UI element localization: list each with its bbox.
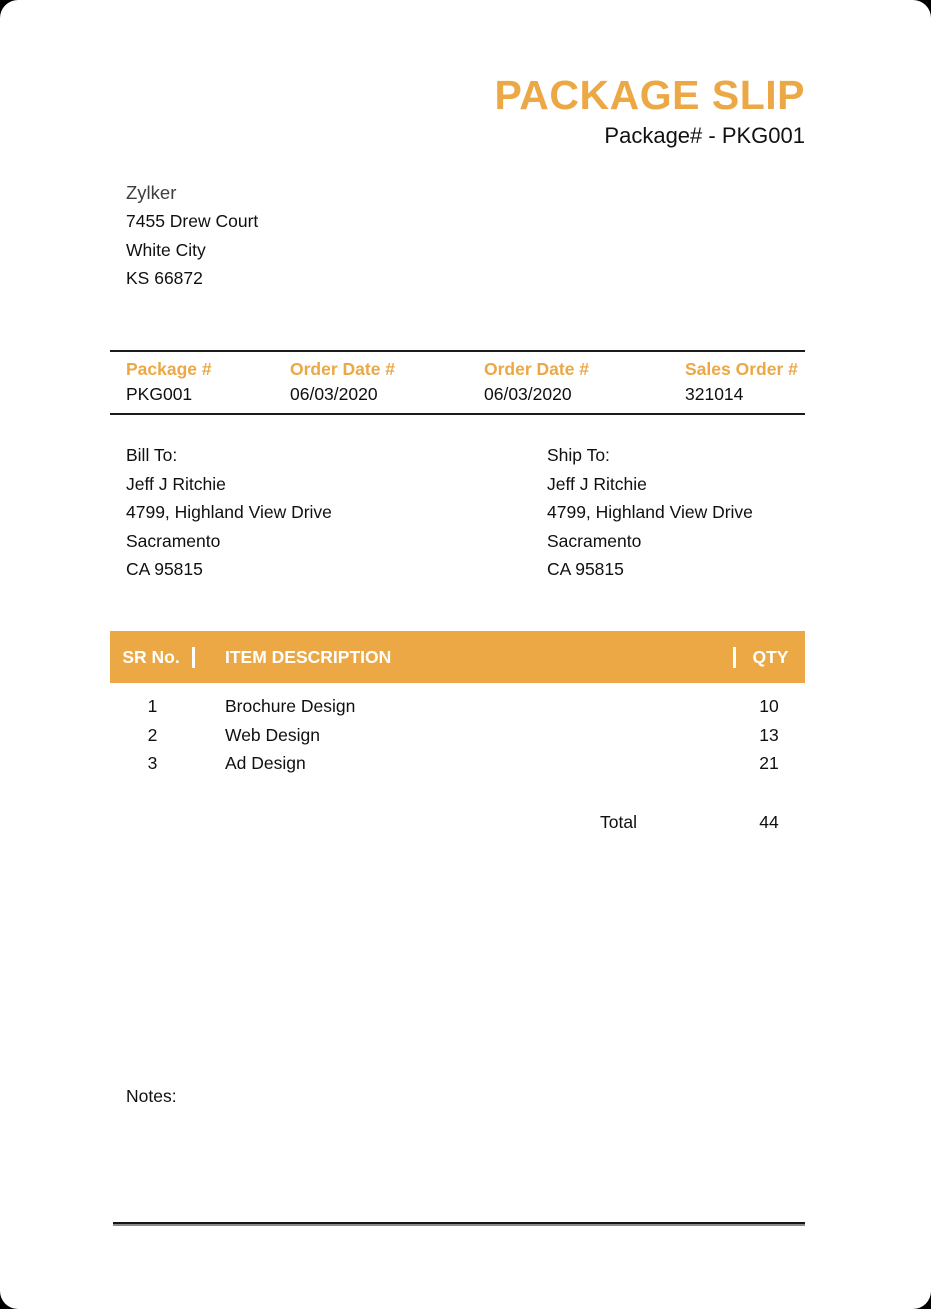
order-info-value-order-date-2: 06/03/2020 [484, 384, 572, 404]
order-info-value-row [110, 382, 805, 407]
table-row [110, 721, 805, 750]
order-info-header-order-date-2: Order Date # [484, 359, 590, 379]
order-info-header-row [110, 357, 805, 382]
bill-to-block [126, 441, 547, 584]
ship-to-block [547, 441, 805, 584]
title-block [126, 74, 805, 148]
bill-to-line: 4799, Highland View Drive [126, 502, 332, 522]
order-info-header-order-date-1: Order Date # [290, 359, 396, 379]
order-info-value-sales-order: 321014 [685, 384, 744, 404]
items-table-header-row [110, 631, 805, 683]
table-row [110, 692, 805, 721]
order-info-table [110, 350, 805, 415]
total-label: Total [600, 811, 637, 832]
addresses-section [126, 441, 805, 584]
company-address-block [126, 179, 258, 293]
item-qty: 21 [759, 753, 779, 773]
total-qty-value: 44 [759, 811, 779, 832]
bill-to-line: CA 95815 [126, 559, 203, 579]
company-address-line: KS 66872 [126, 268, 203, 288]
table-row [110, 749, 805, 778]
company-name: Zylker [126, 182, 177, 203]
ship-to-line: 4799, Highland View Drive [547, 502, 753, 522]
package-number-line: Package# - PKG001 [604, 123, 805, 148]
items-table [110, 631, 805, 836]
bill-to-label: Bill To: [126, 445, 178, 465]
item-description: Brochure Design [225, 696, 356, 716]
order-info-header-sales-order: Sales Order # [685, 359, 798, 379]
order-info-value-order-date-1: 06/03/2020 [290, 384, 378, 404]
company-address-line: White City [126, 239, 206, 260]
item-qty: 10 [759, 696, 779, 716]
items-header-item-description: ITEM DESCRIPTION [225, 646, 392, 667]
ship-to-line: CA 95815 [547, 559, 624, 579]
items-table-body [110, 692, 805, 778]
item-sr-no: 3 [147, 753, 158, 773]
ship-to-line: Jeff J Ritchie [547, 473, 647, 494]
total-row [110, 808, 805, 837]
items-header-sr-no: SR No. [110, 647, 195, 668]
item-sr-no: 1 [147, 696, 158, 716]
order-info-header-package: Package # [126, 359, 212, 379]
page-title: PACKAGE SLIP [494, 72, 805, 118]
footer-divider [113, 1222, 805, 1224]
items-header-qty: QTY [733, 647, 805, 668]
bill-to-line: Jeff J Ritchie [126, 473, 226, 494]
item-sr-no: 2 [147, 724, 158, 745]
ship-to-label: Ship To: [547, 445, 610, 465]
item-description: Ad Design [225, 753, 306, 773]
item-description: Web Design [225, 724, 321, 745]
company-address-line: 7455 Drew Court [126, 211, 259, 231]
ship-to-line: Sacramento [547, 530, 642, 551]
notes-label: Notes: [126, 1086, 177, 1106]
order-info-value-package: PKG001 [126, 384, 193, 404]
item-qty: 13 [759, 724, 779, 745]
bill-to-line: Sacramento [126, 530, 221, 551]
